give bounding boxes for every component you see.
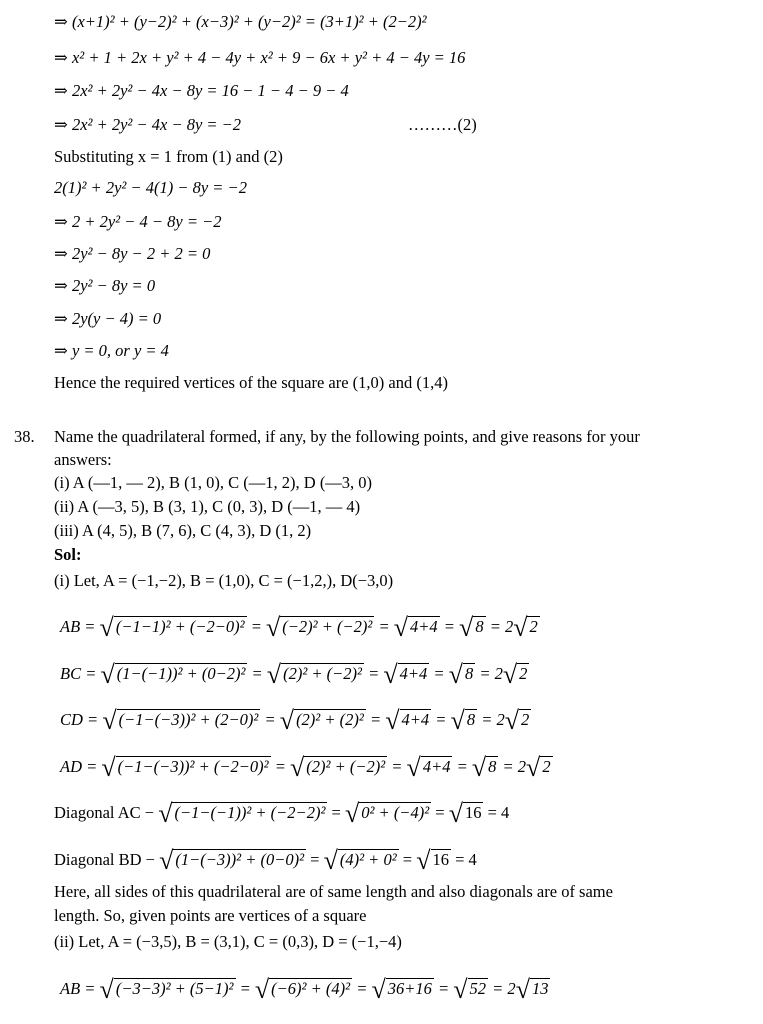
solution-heading: Sol: bbox=[54, 545, 82, 564]
let-points-i: (i) Let, A = (−1,−2), B = (1,0), C = (−1,2,), D(−3,0) bbox=[54, 571, 394, 590]
substituting-text: Substituting x = 1 from (1) and (2) bbox=[54, 147, 283, 166]
eq-bc: BC = √ (1−(−1))² + (0−2)² = √ (2)² + (−2)² = √ 4+4 = √ 8 = 2√ 2 bbox=[60, 660, 528, 690]
question-text-1: Name the quadrilateral formed, if any, by the following points, and give reasons for your bbox=[54, 427, 640, 446]
eq-line-3: ⇒ 2x² + 2y² − 4x − 8y = 16 − 1 − 4 − 9 − 4 bbox=[54, 81, 349, 100]
vertices-conclusion: Hence the required vertices of the square are (1,0) and (1,4) bbox=[54, 373, 448, 392]
eq-ref-2: ………(2) bbox=[408, 115, 477, 134]
square-conclusion-1: Here, all sides of this quadrilateral are of same length and also diagonals are of same bbox=[54, 882, 613, 901]
eq-ad: AD = √ (−1−(−3))² + (−2−0)² = √ (2)² + (−2)² = √ 4+4 = √ 8 = 2√ 2 bbox=[60, 753, 551, 783]
eq-line-6: 2(1)² + 2y² − 4(1) − 8y = −2 bbox=[54, 178, 247, 197]
let-points-ii: (ii) Let, A = (−3,5), B = (3,1), C = (0,3), D = (−1,−4) bbox=[54, 932, 402, 951]
eq-line-2: ⇒ x² + 1 + 2x + y² + 4 − 4y + x² + 9 − 6x + y² + 4 − 4y = 16 bbox=[54, 48, 466, 67]
eq-diagonal-bd: Diagonal BD − √ (1−(−3))² + (0−0)² = √ (4)² + 0² = √ 16 = 4 bbox=[54, 846, 477, 876]
eq-line-9: ⇒ 2y² − 8y = 0 bbox=[54, 276, 156, 295]
eq-ab: AB = √ (−1−1)² + (−2−0)² = √ (−2)² + (−2)² = √ 4+4 = √ 8 = 2√ 2 bbox=[60, 613, 538, 643]
square-conclusion-2: length. So, given points are vertices of a square bbox=[54, 906, 367, 925]
eq-line-11: ⇒ y = 0, or y = 4 bbox=[54, 341, 169, 360]
eq-cd: CD = √ (−1−(−3))² + (2−0)² = √ (2)² + (2)² = √ 4+4 = √ 8 = 2√ 2 bbox=[60, 706, 530, 736]
eq-line-10: ⇒ 2y(y − 4) = 0 bbox=[54, 309, 162, 328]
eq-ab-part-ii: AB = √ (−3−3)² + (5−1)² = √ (−6)² + (4)² = √ 36+16 = √ 52 = 2√ 13 bbox=[60, 975, 549, 1005]
eq-diagonal-ac: Diagonal AC − √ (−1−(−1))² + (−2−2)² = √ 0² + (−4)² = √ 16 = 4 bbox=[54, 799, 510, 829]
eq-line-1: ⇒ (x+1)² + (y−2)² + (x−3)² + (y−2)² = (3+1)² + (2−2)² bbox=[54, 12, 427, 31]
eq-line-7: ⇒ 2 + 2y² − 4 − 8y = −2 bbox=[54, 212, 222, 231]
question-part-iii: (iii) A (4, 5), B (7, 6), C (4, 3), D (1, 2) bbox=[54, 521, 312, 540]
question-part-ii: (ii) A (—3, 5), B (3, 1), C (0, 3), D (—1, — 4) bbox=[54, 497, 361, 516]
question-number: 38. bbox=[14, 427, 35, 446]
eq-line-4: ⇒ 2x² + 2y² − 4x − 8y = −2 bbox=[54, 115, 242, 134]
question-text-2: answers: bbox=[54, 450, 112, 469]
eq-line-8: ⇒ 2y² − 8y − 2 + 2 = 0 bbox=[54, 244, 211, 263]
question-part-i: (i) A (—1, — 2), B (1, 0), C (—1, 2), D (—3, 0) bbox=[54, 473, 373, 492]
